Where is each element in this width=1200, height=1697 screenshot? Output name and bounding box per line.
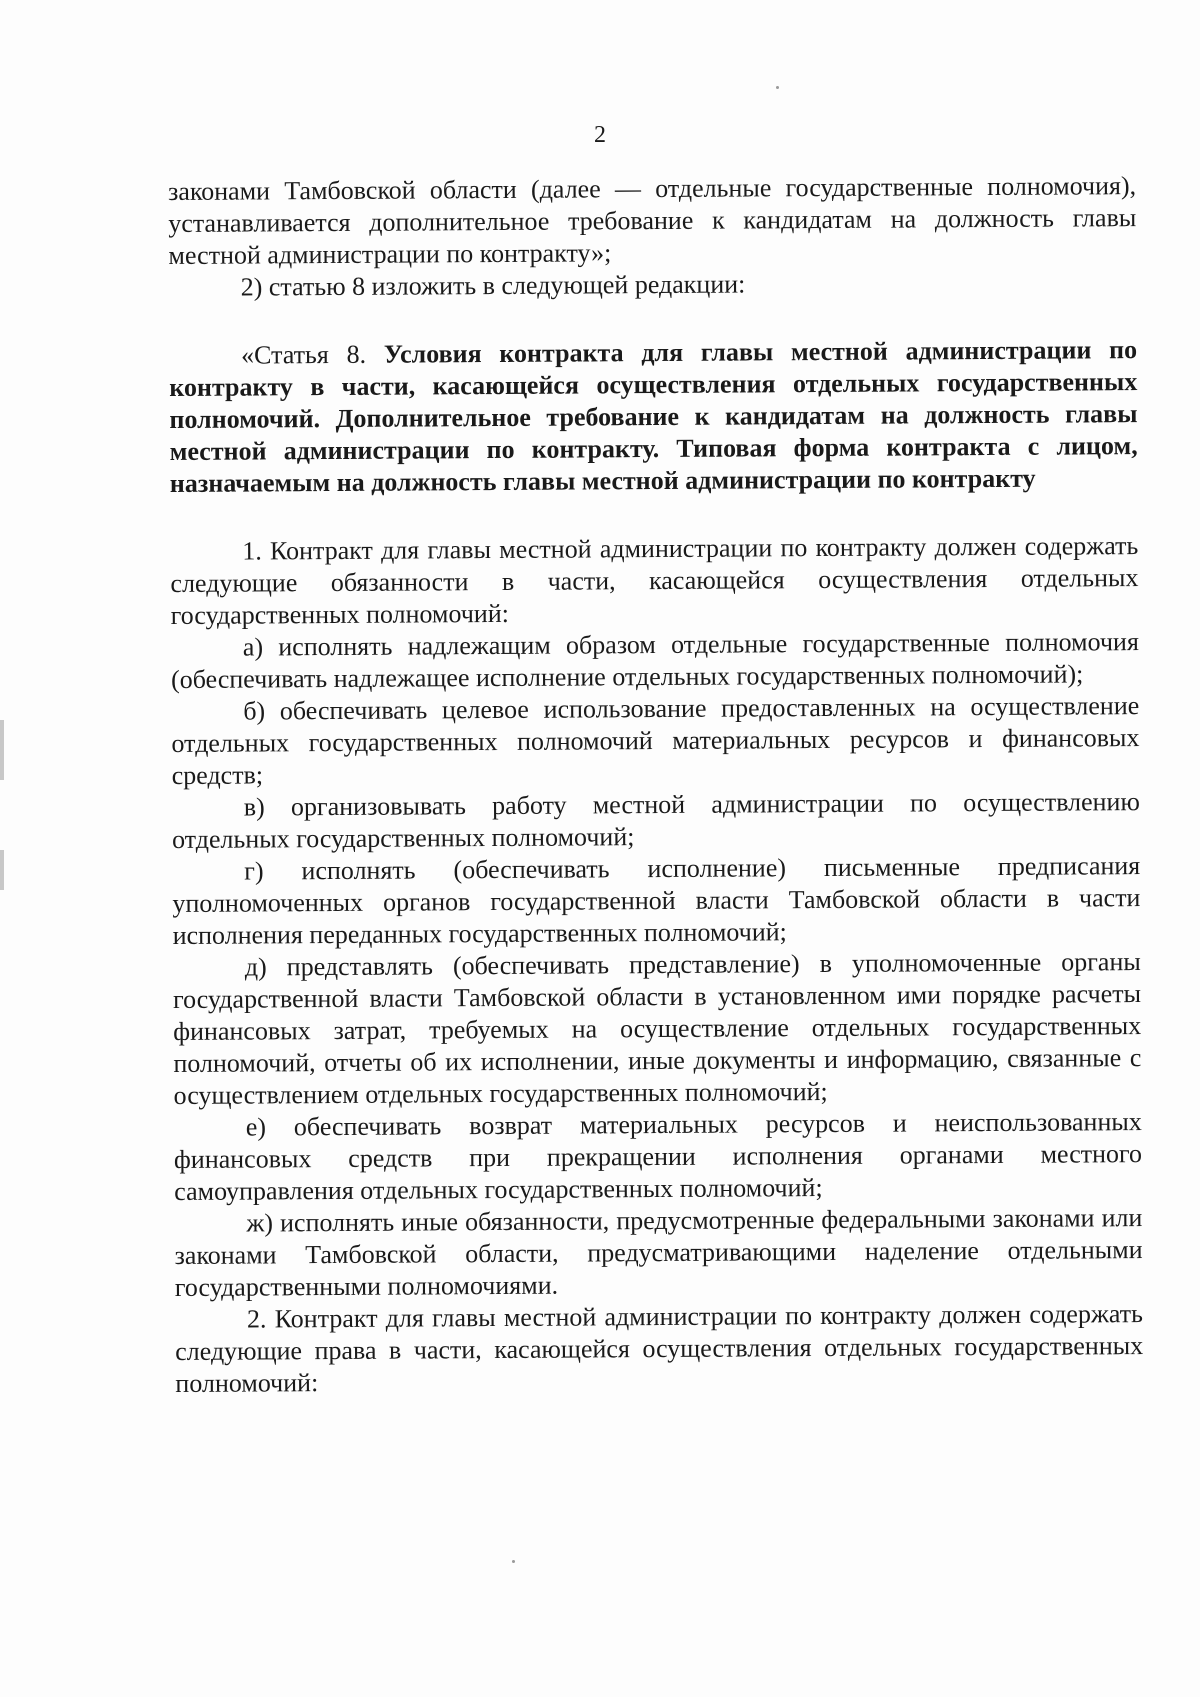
item-1: 1. Контракт для главы местной администрации по контракту должен содержать следующие обязанности в части, касающейся осуществления отдельных государственных полномочий: xyxy=(170,531,1139,630)
page-number: 2 xyxy=(594,122,606,148)
item-1-zh: ж) исполнять иные обязанности, предусмотренные федеральными законами или законами Тамбовской области, предусматривающими наделение отдельными государственными полномочиями. xyxy=(174,1203,1143,1302)
scan-edge-mark xyxy=(0,850,4,890)
scan-edge-mark xyxy=(0,720,4,780)
item-1-e: е) обеспечивать возврат материальных ресурсов и неиспользованных финансовых средств при прекращении исполнения органами местного самоуправления отдельных государственных полномочий; xyxy=(173,1107,1143,1206)
article-heading xyxy=(169,334,1138,500)
item-1-d: д) представлять (обеспечивать представление) в уполномоченные органы государственной власти Тамбовской области в установленном ими порядке расчеты финансовых затрат, требуемых на осуществление отдельных государственных полномочий, отчеты об их исполнении, иные документы и информацию, связанные с осуществлением отдельных государственных полномочий; xyxy=(172,947,1142,1110)
article-title: Условия контракта для главы местной администрации по контракту в части, касающейся осуществления отдельных государственных полномочий. Дополнительное требование к кандидатам на должность главы местной администрации по контракту. Типовая форма контракта с лицом, назначаемым на должность главы местной администрации по контракту xyxy=(169,335,1138,498)
document-body xyxy=(168,170,1143,1400)
item-1-v: в) организовывать работу местной администрации по осуществлению отдельных государственных полномочий; xyxy=(171,787,1140,854)
paragraph-amendment-2: 2) статью 8 изложить в следующей редакции: xyxy=(240,269,746,302)
scan-speck xyxy=(512,1560,515,1563)
scan-speck xyxy=(776,86,779,89)
article-prefix: «Статья 8. xyxy=(241,339,384,370)
item-1-g: г) исполнять (обеспечивать исполнение) письменные предписания уполномоченных органов государственной власти Тамбовской области в части исполнения переданных государственных полномочий; xyxy=(172,851,1141,950)
item-2: 2. Контракт для главы местной администрации по контракту должен содержать следующие права в части, касающейся осуществления отдельных государственных полномочий: xyxy=(175,1299,1144,1398)
paragraph-continuation: законами Тамбовской области (далее — отдельные государственные полномочия), устанавливается дополнительное требование к кандидатам на должность главы местной администрации по контракту»; xyxy=(168,171,1137,270)
item-1-a: а) исполнять надлежащим образом отдельные государственные полномочия (обеспечивать надлежащее исполнение отдельных государственных полномочий); xyxy=(170,627,1139,694)
item-1-b: б) обеспечивать целевое использование предоставленных на осуществление отдельных государственных полномочий материальных ресурсов и финансовых средств; xyxy=(171,691,1140,790)
